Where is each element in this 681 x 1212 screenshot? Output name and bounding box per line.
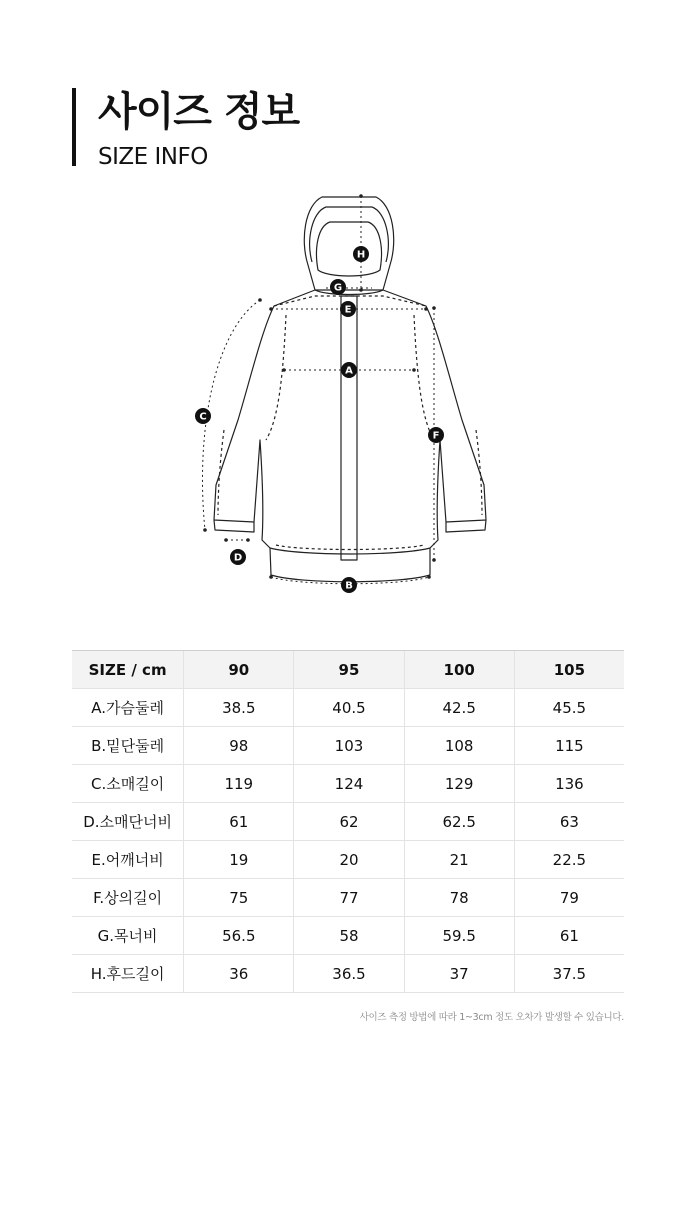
label-e-marker <box>340 301 356 317</box>
jacket-diagram <box>0 180 681 600</box>
table-cell: 36.5 <box>294 955 404 993</box>
column-header: 105 <box>514 651 624 689</box>
table-cell: 19 <box>184 841 294 879</box>
table-cell: 62.5 <box>404 803 514 841</box>
column-header: 95 <box>294 651 404 689</box>
svg-text:G: G <box>333 282 343 294</box>
table-cell: 36 <box>184 955 294 993</box>
table-cell: 42.5 <box>404 689 514 727</box>
table-cell: 58 <box>294 917 404 955</box>
size-table <box>72 650 624 993</box>
table-cell: 75 <box>184 879 294 917</box>
row-label: A.가슴둘레 <box>72 689 184 727</box>
label-c-marker <box>195 408 211 424</box>
table-cell: 45.5 <box>514 689 624 727</box>
title-accent-bar <box>72 88 76 166</box>
table-row <box>72 879 624 917</box>
table-cell: 40.5 <box>294 689 404 727</box>
label-f-marker <box>428 427 444 443</box>
table-row <box>72 841 624 879</box>
svg-text:D: D <box>233 552 243 564</box>
page-title: 사이즈 정보 <box>98 89 300 135</box>
table-cell: 119 <box>184 765 294 803</box>
label-g-marker <box>330 279 346 295</box>
table-cell: 61 <box>514 917 624 955</box>
table-cell: 77 <box>294 879 404 917</box>
row-label: E.어깨너비 <box>72 841 184 879</box>
table-cell: 78 <box>404 879 514 917</box>
svg-text:F: F <box>432 430 440 442</box>
column-header: 90 <box>184 651 294 689</box>
svg-text:A: A <box>345 365 353 377</box>
table-row <box>72 727 624 765</box>
table-cell: 115 <box>514 727 624 765</box>
table-cell: 98 <box>184 727 294 765</box>
table-row <box>72 765 624 803</box>
svg-text:E: E <box>344 304 352 316</box>
row-label: D.소매단너비 <box>72 803 184 841</box>
row-label: G.목너비 <box>72 917 184 955</box>
table-cell: 108 <box>404 727 514 765</box>
table-cell: 79 <box>514 879 624 917</box>
row-label: B.밑단둘레 <box>72 727 184 765</box>
column-header: 100 <box>404 651 514 689</box>
label-a-marker <box>341 362 357 378</box>
row-label: F.상의길이 <box>72 879 184 917</box>
svg-text:C: C <box>199 411 207 423</box>
table-cell: 22.5 <box>514 841 624 879</box>
table-cell: 59.5 <box>404 917 514 955</box>
row-label: H.후드길이 <box>72 955 184 993</box>
table-row <box>72 955 624 993</box>
label-b-marker <box>341 577 357 593</box>
label-h-marker <box>353 246 369 262</box>
table-header-row <box>72 651 624 689</box>
table-cell: 63 <box>514 803 624 841</box>
row-label: C.소매길이 <box>72 765 184 803</box>
table-cell: 56.5 <box>184 917 294 955</box>
svg-text:B: B <box>345 580 353 592</box>
table-cell: 38.5 <box>184 689 294 727</box>
table-cell: 136 <box>514 765 624 803</box>
page-subtitle: SIZE INFO <box>98 144 208 170</box>
column-header: SIZE / cm <box>72 651 184 689</box>
table-row <box>72 803 624 841</box>
table-cell: 20 <box>294 841 404 879</box>
table-cell: 37.5 <box>514 955 624 993</box>
table-row <box>72 917 624 955</box>
table-cell: 129 <box>404 765 514 803</box>
table-row <box>72 689 624 727</box>
table-cell: 21 <box>404 841 514 879</box>
table-cell: 62 <box>294 803 404 841</box>
table-cell: 37 <box>404 955 514 993</box>
table-cell: 61 <box>184 803 294 841</box>
measurement-note: 사이즈 측정 방법에 따라 1~3cm 정도 오차가 발생할 수 있습니다. <box>359 1012 624 1023</box>
table-cell: 124 <box>294 765 404 803</box>
label-d-marker <box>230 549 246 565</box>
table-cell: 103 <box>294 727 404 765</box>
svg-text:H: H <box>356 249 366 261</box>
